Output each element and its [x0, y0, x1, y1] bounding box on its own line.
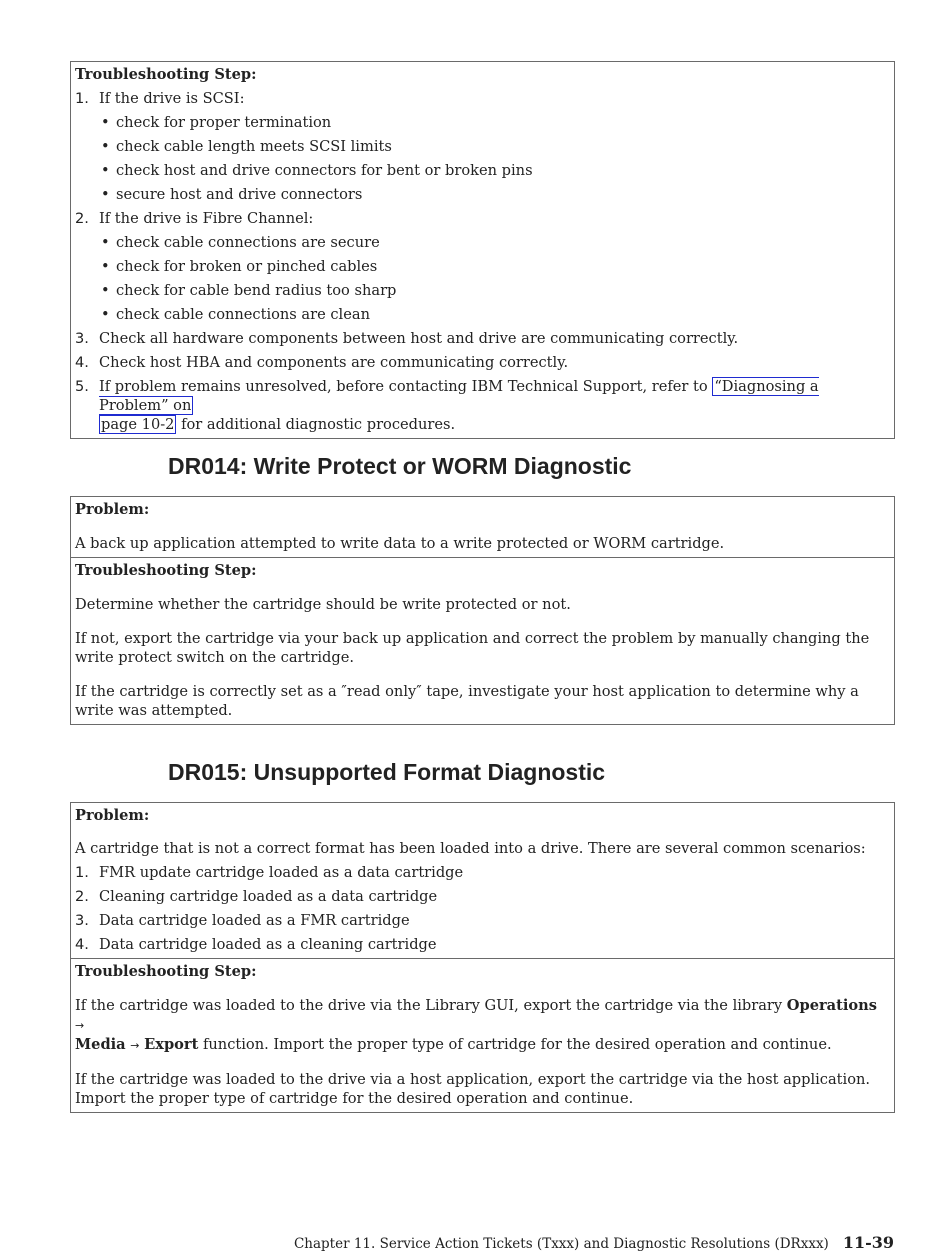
list-item: • check cable connections are clean [101, 306, 370, 323]
problem-label: Problem: [75, 807, 150, 824]
list-item: 1. FMR update cartridge loaded as a data cartridge [75, 864, 464, 881]
list-item: • check host and drive connectors for bent or broken pins [101, 162, 533, 179]
scenario-list [75, 863, 890, 954]
list-item: • check for proper termination [101, 114, 332, 131]
chapter-title: Chapter 11. Service Action Tickets (Txxx) and Diagnostic Resolutions (DRxxx) [293, 1236, 829, 1252]
list-item: 2. If the drive is Fibre Channel: • check cable connections are secure • check for broken or pinched cables • check for cable bend radius too sharp • check cable connections are clean [75, 209, 890, 324]
page-number: 11-39 [842, 1233, 894, 1252]
list-item: 1. If the drive is SCSI: • check for proper termination • check cable length meets SCSI limits • check host and drive connectors for bent or broken pins • secure host and drive connectors [75, 89, 890, 204]
troubleshooting-label: Troubleshooting Step: [75, 963, 257, 980]
list-item: • check for cable bend radius too sharp [101, 282, 397, 299]
troubleshooting-table-continued [70, 61, 895, 439]
problem-cell [71, 497, 894, 557]
paragraph: If the cartridge was loaded to the drive via a host application, export the cartridge via the host application. Import the proper type of cartridge for the desired operation and continue. [75, 1071, 871, 1107]
list-item: 4. Check host HBA and components are communicating correctly. [75, 354, 569, 371]
page-footer [0, 1233, 950, 1252]
dr015-table [70, 802, 895, 1113]
menu-export: Export [144, 1036, 199, 1053]
troubleshooting-cell [71, 557, 894, 724]
troubleshooting-steps [75, 89, 890, 434]
paragraph: If not, export the cartridge via your back up application and correct the problem by manually changing the write protect switch on the cartridge. [75, 630, 870, 666]
troubleshooting-cell [71, 62, 894, 438]
list-item: • secure host and drive connectors [101, 186, 363, 203]
list-item: 5. If problem remains unresolved, before contacting IBM Technical Support, refer to “Diagnosing a Problem” on page 10-2 for additional diagnostic procedures. [75, 378, 819, 433]
list-item: • check for broken or pinched cables [101, 258, 378, 275]
list-item: • check cable connections are secure [101, 234, 380, 251]
troubleshooting-label: Troubleshooting Step: [75, 66, 257, 83]
list-item: 2. Cleaning cartridge loaded as a data cartridge [75, 888, 438, 905]
dr014-heading: DR014: Write Protect or WORM Diagnostic [168, 453, 632, 479]
scsi-checks [99, 113, 890, 204]
paragraph: If the cartridge was loaded to the drive via the Library GUI, export the cartridge via the library Operations → Media → Export function. Import the proper type of cartridge for the desired operation and continue. [75, 997, 877, 1053]
list-item: • check cable length meets SCSI limits [101, 138, 392, 155]
list-item: 3. Check all hardware components between host and drive are communicating correctly. [75, 330, 739, 347]
menu-media: Media [75, 1036, 126, 1053]
menu-operations: Operations [786, 997, 877, 1014]
paragraph: Determine whether the cartridge should be write protected or not. [75, 596, 571, 613]
list-item: 4. Data cartridge loaded as a cleaning cartridge [75, 936, 437, 953]
fibre-channel-checks [99, 233, 890, 324]
problem-label: Problem: [75, 501, 150, 518]
troubleshooting-label: Troubleshooting Step: [75, 562, 257, 579]
paragraph: If the cartridge is correctly set as a ″read only″ tape, investigate your host application to determine why a write was attempted. [75, 683, 859, 719]
problem-cell [71, 803, 894, 958]
dr015-heading: DR015: Unsupported Format Diagnostic [168, 759, 606, 785]
arrow-right-icon: → [75, 1019, 85, 1032]
diagnosing-a-problem-link[interactable]: “Diagnosing a Problem” on [99, 378, 819, 414]
dr014-table [70, 496, 895, 725]
list-item: 3. Data cartridge loaded as a FMR cartridge [75, 912, 410, 929]
page-10-2-link[interactable]: page 10-2 [101, 416, 175, 433]
problem-text: A cartridge that is not a correct format has been loaded into a drive. There are several common scenarios: [75, 840, 866, 857]
arrow-right-icon: → [130, 1039, 140, 1052]
problem-text: A back up application attempted to write data to a write protected or WORM cartridge. [75, 535, 725, 552]
troubleshooting-cell [71, 958, 894, 1112]
